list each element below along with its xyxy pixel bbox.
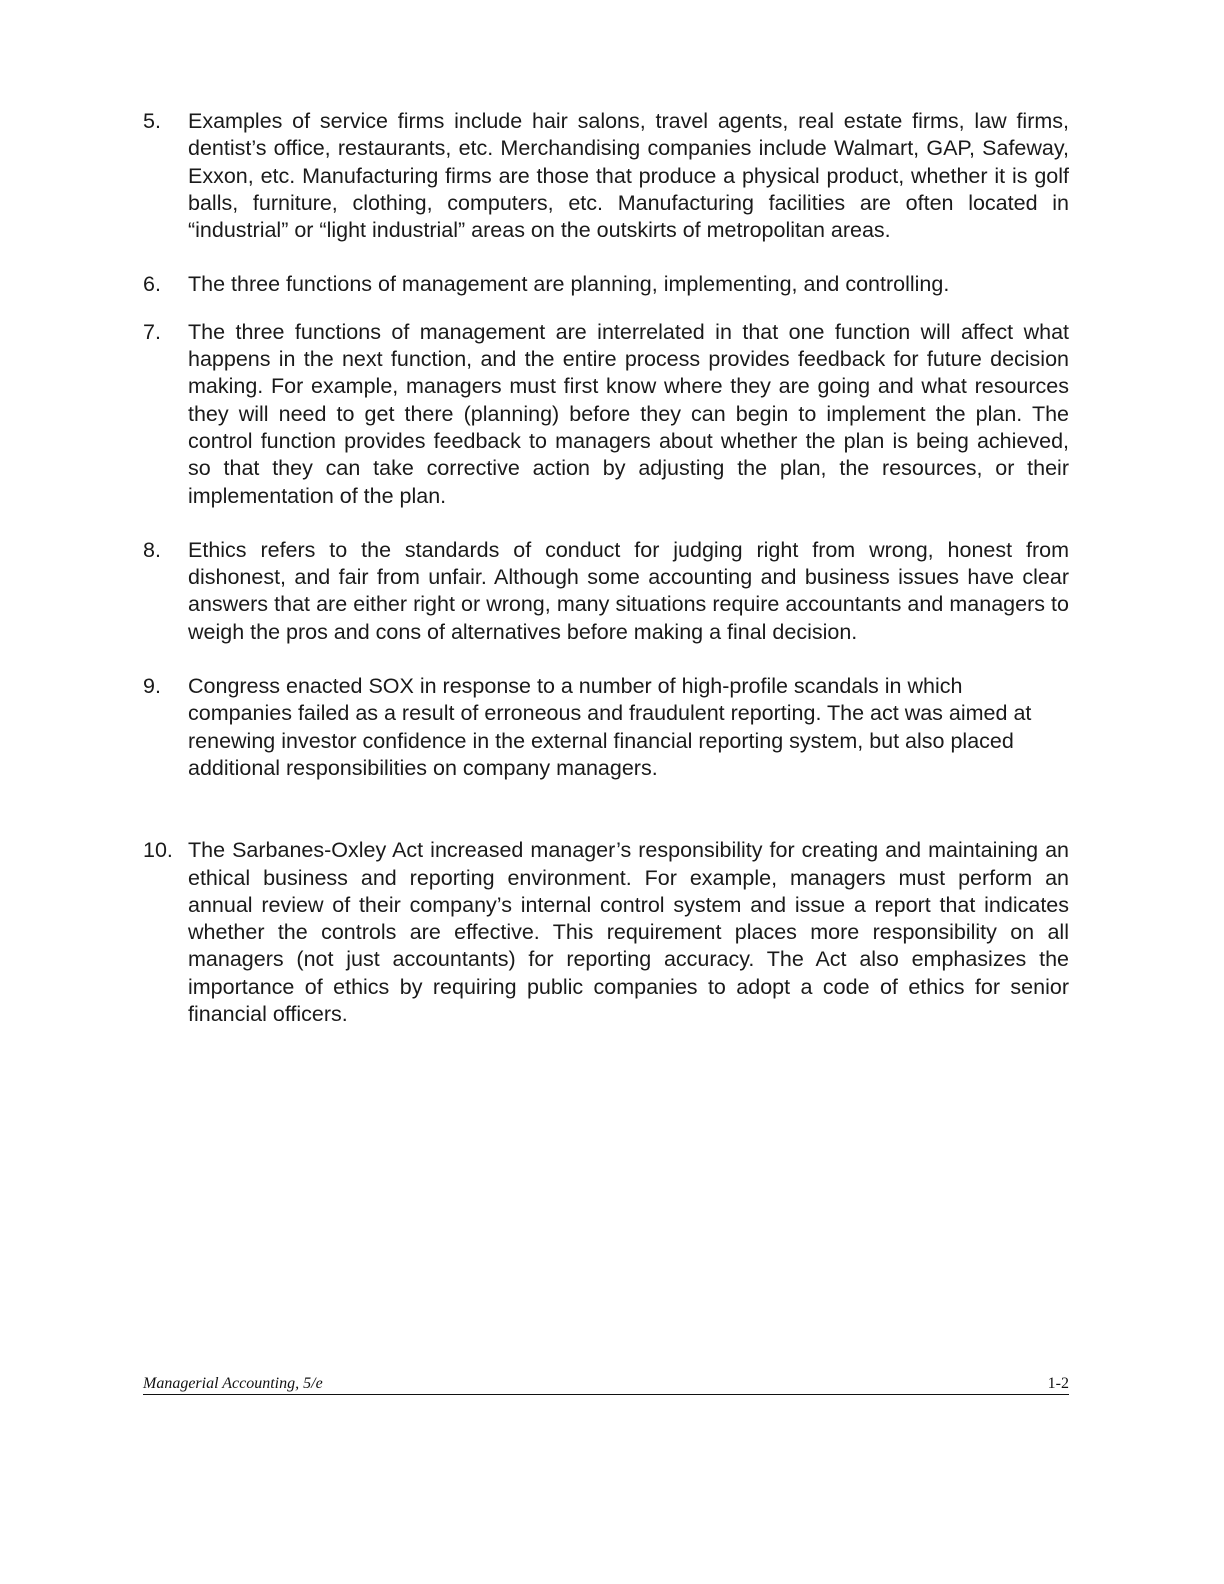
list-item-8	[143, 537, 1069, 646]
list-item-6	[143, 271, 1069, 298]
item-text: The three functions of management are interrelated in that one function will affect what happens in the next function, and the entire process provides feedback for future decision making. For example, managers must first know where they are going and what resources they will need to get there (planning) before they can begin to implement the plan. The control function provides feedback to managers about whether the plan is being achieved, so that they can take corrective action by adjusting the plan, the resources, or their implementation of the plan.	[188, 319, 1069, 508]
item-number: 8.	[143, 537, 161, 562]
item-text: Examples of service firms include hair salons, travel agents, real estate firms, law firms, dentist’s office, restaurants, etc. Merchandising companies include Walmart, GAP, Safeway, Exxon, etc. Manufacturing firms are those that produce a physical product, whether it is golf balls, furniture, clothing, computers, etc. Manufacturing facilities are often located in “industrial” or “light industrial” areas on the outskirts of metropolitan areas.	[188, 109, 1069, 243]
list-item-7	[143, 319, 1069, 510]
footer-book-title: Managerial Accounting, 5/e	[143, 1375, 323, 1392]
item-number: 5.	[143, 109, 161, 133]
item-text: Congress enacted SOX in response to a number of high-profile scandals in which companies failed as a result of erroneous and fraudulent reporting. The act was aimed at renewing investor confidence in the external financial reporting system, but also placed additional responsibilities on company managers.	[188, 674, 1032, 780]
item-number: 7.	[143, 319, 161, 344]
item-text: Ethics refers to the standards of conduct for judging right from wrong, honest from dishonest, and fair from unfair. Although some accounting and business issues have clear answers that are either right or wrong, many situations require accountants and managers to weigh the pros and cons of alternatives before making a final decision.	[188, 537, 1069, 644]
item-number: 10.	[143, 838, 173, 863]
answer-list	[143, 108, 1069, 1028]
page-footer	[143, 1376, 1069, 1395]
item-text: The Sarbanes-Oxley Act increased manager’s responsibility for creating and maintaining an ethical business and reporting environment. For example, managers must perform an annual review of their company’s internal control system and issue a report that indicates whether the controls are effective. This requirement places more responsibility on all managers (not just accountants) for reporting accuracy. The Act also emphasizes the importance of ethics by requiring public companies to adopt a code of ethics for senior financial officers.	[188, 838, 1069, 1027]
item-number: 9.	[143, 674, 161, 699]
list-item-10	[143, 837, 1069, 1028]
list-item-9	[143, 673, 1069, 782]
item-number: 6.	[143, 272, 161, 297]
list-item-5	[143, 108, 1069, 244]
footer-page-number: 1-2	[1047, 1375, 1069, 1392]
item-text: The three functions of management are planning, implementing, and controlling.	[188, 272, 950, 297]
